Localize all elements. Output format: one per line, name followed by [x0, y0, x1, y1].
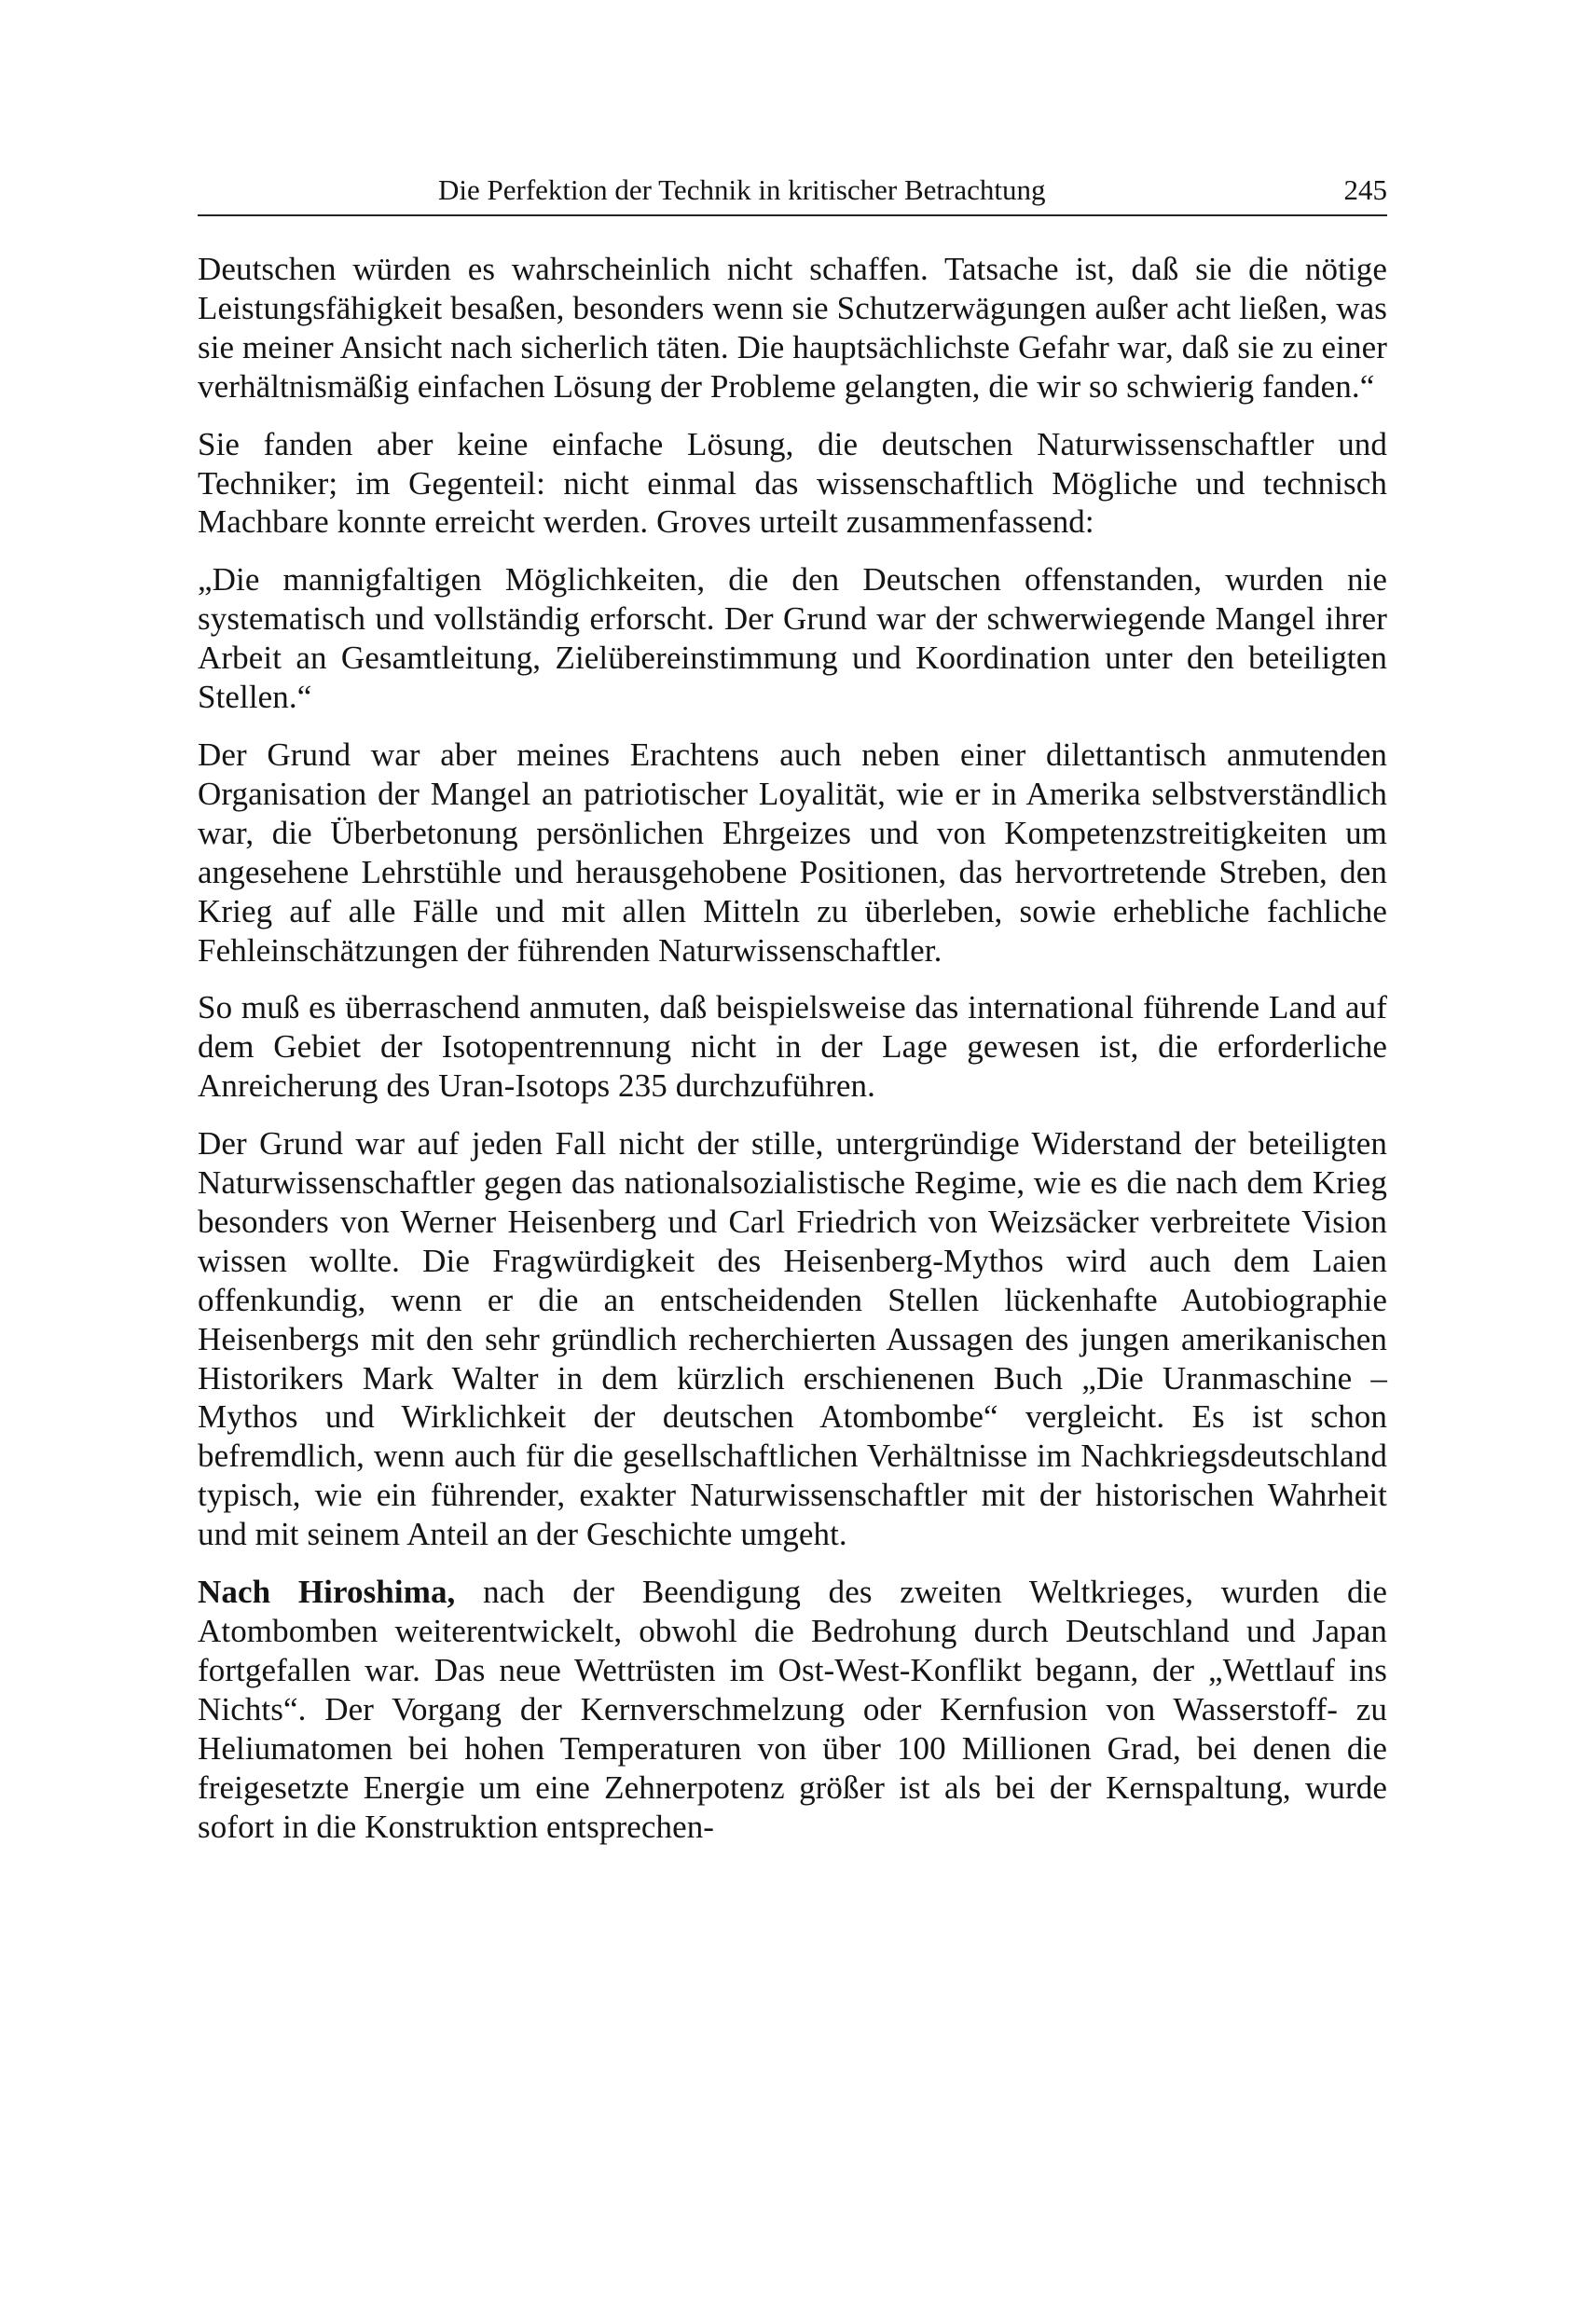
paragraph-2-text: Sie fanden aber keine einfache Lösung, die deutschen Naturwissenschaftler und Techniker; im Gegenteil: nicht einmal das wissenschaftlich Mögliche und technisch Machbare konnte erreicht werden. Groves urteilt zusammenfassend:: [198, 425, 1387, 541]
block-quote: [198, 560, 1387, 717]
paragraph-1: [198, 250, 1387, 406]
paragraph-6: [198, 1124, 1387, 1554]
paragraph-7-lead: Nach Hiroshima,: [198, 1574, 456, 1611]
block-quote-text: „Die mannigfaltigen Möglichkeiten, die den Deutschen offenstanden, wurden nie systematisch und vollständig erforscht. Der Grund war der schwerwiegende Mangel ihrer Arbeit an Gesamtleitung, Zielübereinstimmung und Koordination unter den beteiligten Stellen.“: [198, 561, 1387, 716]
paragraph-5: [198, 988, 1387, 1106]
paragraph-7-text: nach der Beendigung des zweiten Weltkrieges, wurden die Atombomben weiterentwickelt, obwohl die Bedrohung durch Deutschland und Japan fortgefallen war. Das neue Wettrüsten im Ost-West-Konflikt begann, der „Wettlauf ins Nichts“. Der Vorgang der Kernverschmelzung oder Kernfusion von Wasserstoff- zu Heliumatomen bei hohen Temperaturen von über 100 Millionen Grad, bei denen die freigesetzte Energie um eine Zehnerpotenz größer ist als bei der Kernspaltung, wurde sofort in die Konstruktion entsprechen-: [198, 1574, 1387, 1845]
paragraph-4-text: Der Grund war aber meines Erachtens auch neben einer dilettantisch anmutenden Organisation der Mangel an patriotischer Loyalität, wie er in Amerika selbstverständlich war, die Überbetonung persönlichen Ehrgeizes und von Kompetenzstreitigkeiten um angesehene Lehrstühle und herausgehobene Positionen, das hervortretende Streben, den Krieg auf alle Fälle und mit allen Mitteln zu überleben, sowie erhebliche fachliche Fehleinschätzungen der führenden Naturwissenschaftler.: [198, 736, 1387, 969]
running-title: Die Perfektion der Technik in kritischer Betrachtung: [438, 173, 1046, 206]
paragraph-6-text: Der Grund war auf jeden Fall nicht der stille, untergründige Widerstand der beteiligten Naturwissenschaftler gegen das nationalsozialistische Regime, wie es die nach dem Krieg besonders von Werner Heisenberg und Carl Friedrich von Weizsäcker verbreitete Vision wissen wollte. Die Fragwürdigkeit des Heisenberg-Mythos wird auch dem Laien offenkundig, wenn er die an entscheidenden Stellen lückenhafte Autobiographie Heisenbergs mit den sehr gründlich recherchierten Aussagen des jungen amerikanischen Historikers Mark Walter in dem kürzlich erschienenen Buch „Die Uranmaschine – Mythos und Wirklichkeit der deutschen Atombombe“ vergleicht. Es ist schon befremdlich, wenn auch für die gesellschaftlichen Verhältnisse im Nachkriegsdeutschland typisch, wie ein führender, exakter Naturwissenschaftler mit der historischen Wahrheit und mit seinem Anteil an der Geschichte umgeht.: [198, 1125, 1387, 1553]
paragraph-2: [198, 425, 1387, 543]
paragraph-4: [198, 736, 1387, 970]
book-page: [198, 0, 1387, 2312]
page-number: 245: [1343, 173, 1387, 206]
paragraph-7: [198, 1573, 1387, 1846]
paragraph-5-text: So muß es überraschend anmuten, daß beispielsweise das international führende Land auf dem Gebiet der Isotopentrennung nicht in der Lage gewesen ist, die erforderliche Anreicherung des Uran-Isotops 235 durchzuführen.: [198, 989, 1387, 1105]
body-text: [198, 250, 1387, 1865]
paragraph-1-text: Deutschen würden es wahrscheinlich nicht schaffen. Tatsache ist, daß sie die nötige Leistungsfähigkeit besaßen, besonders wenn sie Schutzerwägungen außer acht ließen, was sie meiner Ansicht nach sicherlich täten. Die hauptsächlichste Gefahr war, daß sie zu einer verhältnismäßig einfachen Lösung der Probleme gelangten, die wir so schwierig fanden.“: [198, 251, 1387, 405]
running-head: [198, 168, 1387, 216]
